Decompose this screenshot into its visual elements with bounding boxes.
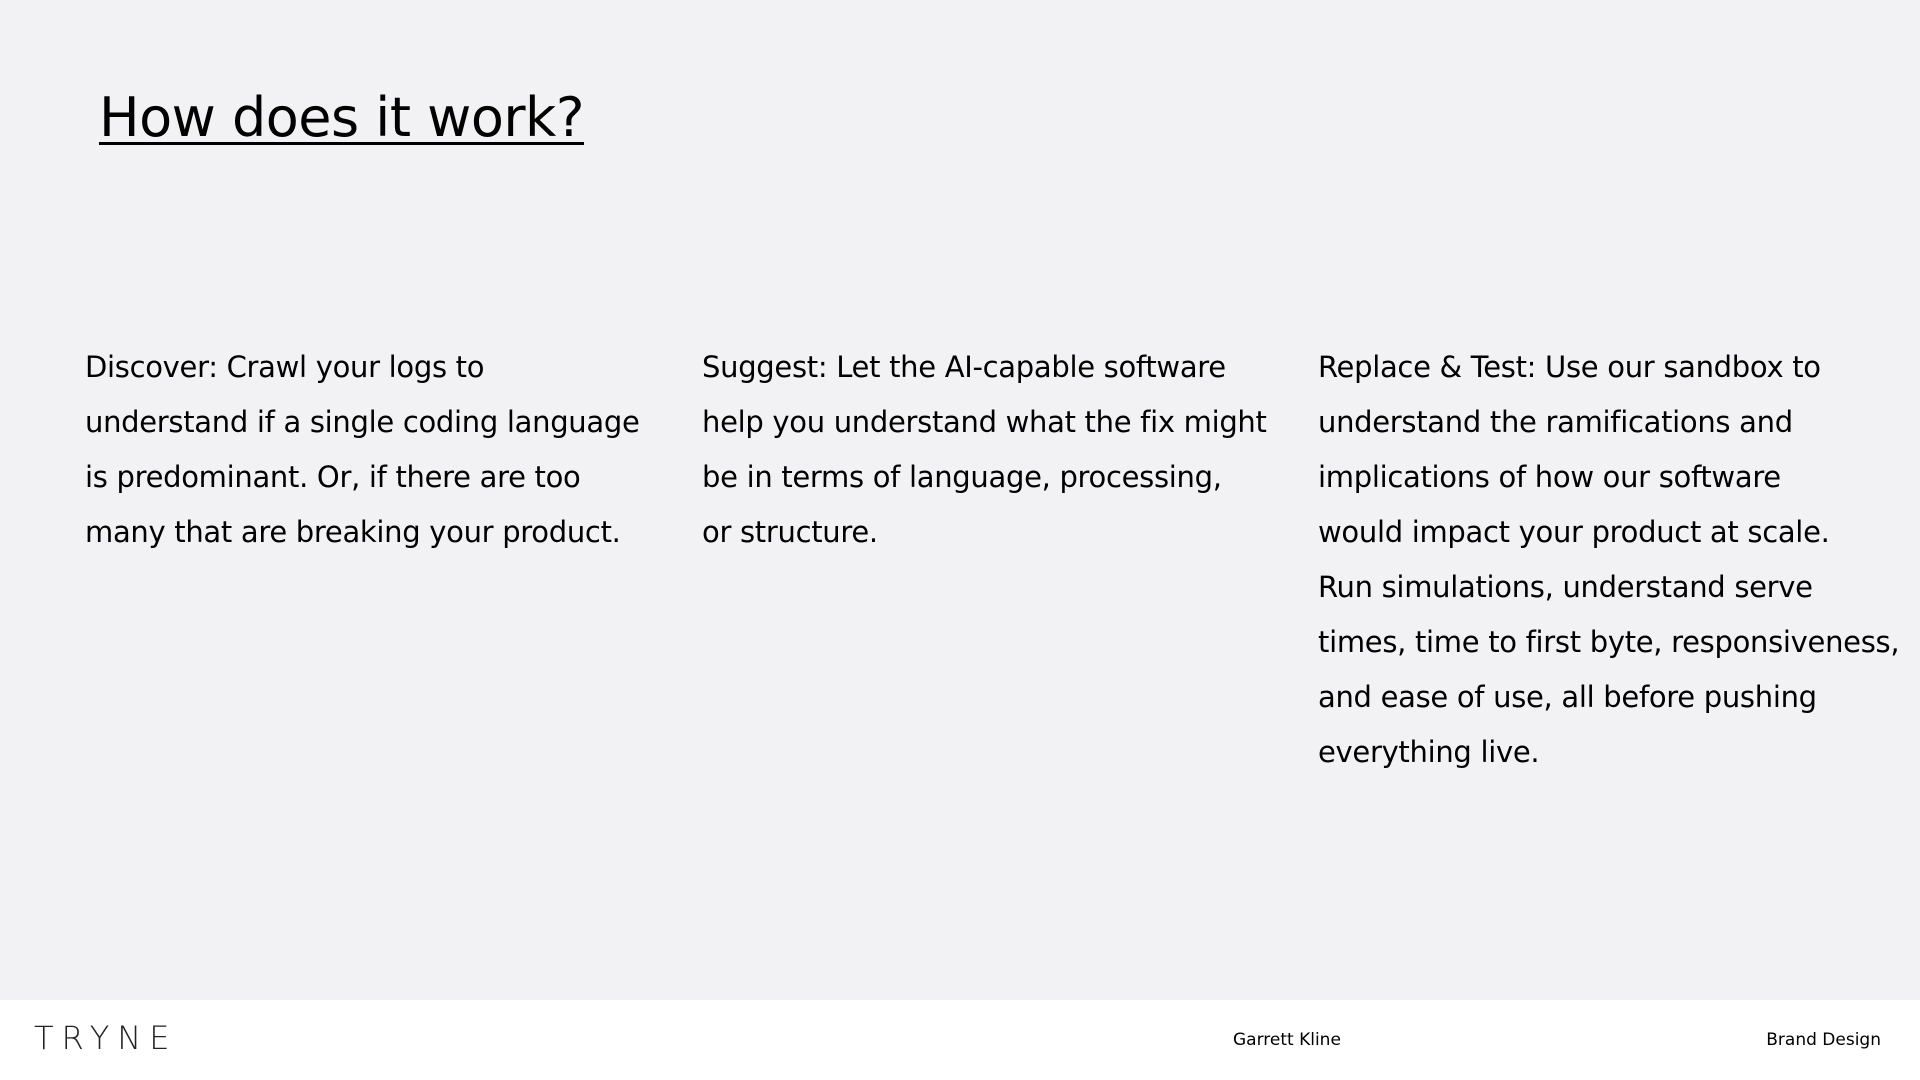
column-line: implications of how our software [1318,460,1781,494]
column-line: understand if a single coding language [85,405,640,439]
slide-title: How does it work? [99,86,584,149]
author-name: Garrett Kline [1233,1030,1341,1050]
column-line: Replace & Test: Use our sandbox to [1318,350,1821,384]
column-line: would impact your product at scale. [1318,515,1830,549]
column-discover [85,340,640,560]
column-line: be in terms of language, processing, [702,460,1222,494]
column-line: and ease of use, all before pushing [1318,680,1817,714]
footer-bar [0,1000,1920,1080]
column-line: everything live. [1318,735,1540,769]
department-label: Brand Design [1766,1030,1881,1050]
column-replace-test [1318,340,1899,780]
column-line: many that are breaking your product. [85,515,621,549]
brand-logo: TRYNE [34,1019,178,1057]
column-line: or structure. [702,515,878,549]
column-line: help you understand what the fix might [702,405,1267,439]
column-line: Suggest: Let the AI-capable software [702,350,1226,384]
column-line: times, time to first byte, responsiveness, [1318,625,1900,659]
column-line: Run simulations, understand serve [1318,570,1813,604]
column-line: is predominant. Or, if there are too [85,460,581,494]
column-suggest [702,340,1267,560]
column-line: Discover: Crawl your logs to [85,350,485,384]
column-line: understand the ramifications and [1318,405,1793,439]
